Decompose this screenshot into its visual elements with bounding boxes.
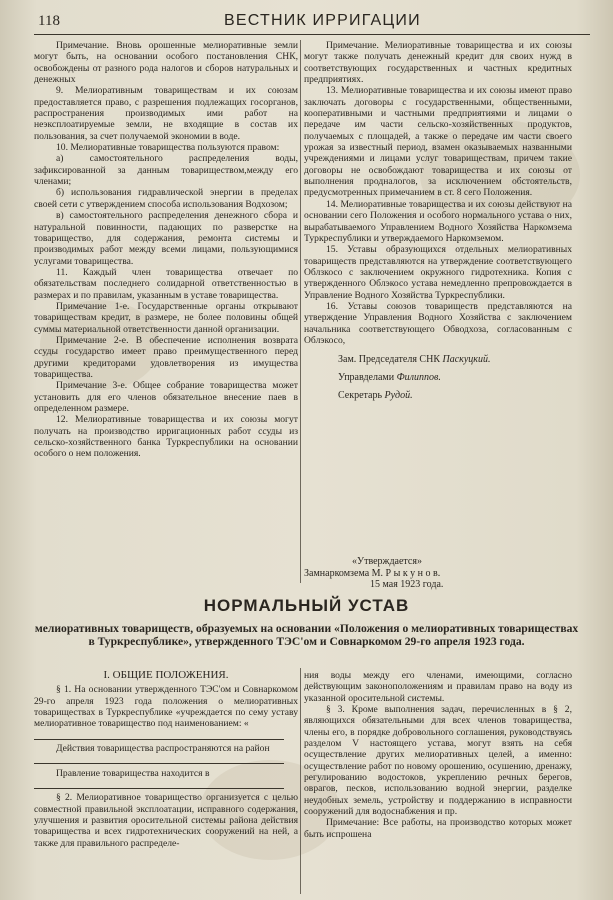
blank-line <box>34 739 284 740</box>
paragraph: 9. Мелиоративным товариществам и их союзам предоставляется право, с разрешения подлежащих госорганов, распространения производимых ими работ на неэксплоатируемые земли, не входящие в состав их пользования, за счет получаемой экономии в воде. <box>34 85 298 142</box>
paragraph: 12. Мелиоративные товарищества и их союзы могут получать на производство ирригационных работ ссуды из сельско-хозяйственного банка Туркреспублики на основании особого о нем положения. <box>34 414 298 460</box>
paragraph: Действия товарищества распространяются на район <box>56 743 270 755</box>
paragraph: 15. Уставы образующихся отдельных мелиоративных товариществ представляются на утверждение соответствующего Облзкосо с заключением окружного гидротехника. Копия с утвержденного Облэкосо устава немедленно препровождается в Управление Водного Хозяйства Туркреспублики. <box>304 244 572 301</box>
column-divider <box>300 668 301 894</box>
document-title: НОРМАЛЬНЫЙ УСТАВ <box>203 596 410 615</box>
signature-line <box>304 372 572 383</box>
blank-line <box>34 788 284 789</box>
left-column-top <box>34 40 298 460</box>
document-subtitle: мелиоративных товариществ, образуемых на основании «Положения о мелиоративных товариществах в Туркреспублике», утвержденного ТЭС'ом и Совнаркомом 29-го апреля 1923 года. <box>34 622 579 649</box>
right-column-bottom <box>304 670 572 840</box>
blank-line <box>34 763 284 764</box>
signature-name: Рудой. <box>384 390 413 402</box>
signature-role: Управделами <box>338 372 395 384</box>
paragraph: в) самостоятельного распределения денежного сбора и натуральной повинности, падающих по разверстке на товарищество, для содержания, ремонта системы и производимых работ между всеми лицами, пользующимися услугами товарищества. <box>34 210 298 267</box>
page-header <box>34 10 590 35</box>
signature-name: Филиппов. <box>396 372 441 384</box>
signature-role: Зам. Председателя СНК <box>338 354 440 366</box>
signature-role: Секретарь <box>338 390 383 402</box>
left-column-bottom <box>34 670 298 849</box>
page-number: 118 <box>38 13 60 29</box>
note-paragraph: Примечание. Мелиоративные товарищества и их союзы могут также получать денежный кредит для своих нужд в соответствующих государственных и частных кредитных предприятиях. <box>304 40 572 86</box>
paragraph: § 3. Кроме выполнения задач, перечисленных в § 2, являющихся обязательными для всех членов товарищества, члены его, в порядке добровольного соглашения, руководствуясь разделом V настоящего устава, могут взять на себя осуществление других мелиоративных целей, а именно: осуществление работ по новому орошению, осушению, дренажу, регулированию водостоков, укреплению речных берегов, оврагов, песков, использованию водной энергии, разделке неудобных земель, устройству и поддержанию в исправности сооружений для водоснабжения и пр. <box>304 704 572 818</box>
paragraph: ния воды между его членами, имеющими, согласно действующим законоположениям и правилам право на воду из указанной оросительной системы. <box>304 670 572 704</box>
paragraph: 13. Мелиоративные товарищества и их союзы имеют право заключать договоры с государственными, общественными, кооперативными и частными предприятиями и лицами о передаче им части сельско-хозяйственных продуктов, получаемых с площадей, а также о передаче им части своего урожая за известный период, взамен оказываемых названными учреждениями и лицами услуг товариществам, причем такие договоры не освобождают товарищества и их союзы от выполнения продналогов, за исключением обстоятельств, предусмотренных примечанием в ст. 8 сего Положения. <box>304 85 572 199</box>
signature-name: Паскуцкий. <box>442 354 491 366</box>
approval-date: 15 мая 1923 года. <box>370 579 444 590</box>
paragraph: б) использования гидравлической энергии в пределах своей сети с утверждением способа использования Водхозом; <box>34 187 298 210</box>
paragraph: Правление товарищества находится в <box>56 767 210 779</box>
paragraph: 11. Каждый член товарищества отвечает по обязательствам последнего солидарной ответственностью в размерах и по правилам, указанным в уставе товарищества. <box>34 266 298 301</box>
approval-line: «Утверждается» <box>352 556 422 567</box>
paragraph: § 1. На основании утвержденного ТЭС'ом и Совнаркомом 29-го апреля 1923 года положения о мелиоративных товариществах в Туркреспублике «учреждается по сему уставу мелиоративное товарищество под наименованием: « <box>34 684 298 730</box>
paragraph: а) самостоятельного распределения воды, зафиксированной за данным товариществом,между его членами; <box>34 153 298 188</box>
section-heading: I. ОБЩИЕ ПОЛОЖЕНИЯ. <box>103 669 229 681</box>
approval-block <box>304 556 572 591</box>
right-column-top <box>304 40 572 401</box>
signature-line <box>304 354 572 365</box>
note-paragraph: Примечание: Все работы, на производство которых может быть испрошена <box>304 817 572 840</box>
paragraph: 14. Мелиоративные товарищества и их союзы действуют на основании сего Положения и особого нормального устава о них, вырабатываемого Управлением Водного Хозяйства Наркомзема Туркреспублики и утверждаемого Наркомземом. <box>304 198 572 244</box>
paragraph: 16. Уставы союзов товариществ представляются на утверждение Управления Водного Хозяйства с заключением начальника соответствующего Обводхоза, согласованным с Облэкосо, <box>304 300 572 346</box>
note-paragraph: Примечание 2-е. В обеспечение исполнения возврата ссуды государство имеет право преимущественного перед другими кредиторами удовлетворения из имущества товарищества. <box>34 334 298 380</box>
paragraph: § 2. Мелиоративное товарищество организуется с целью совместной правильной эксплоатации, исправного содержания, улучшения и развития оросительной системы района действия товарищества и всех гидротехнических сооружений на ней, а также для правильного распределе- <box>34 792 298 849</box>
paragraph: 10. Мелиоративные товарищества пользуются правом: <box>56 142 280 154</box>
paragraph: Примечание. Вновь орошенные мелиоративные земли могут быть, на основании особого постановления СНК, освобождены от разного рода налогов и сборов натуральных и денежных <box>34 40 298 86</box>
journal-title: ВЕСТНИК ИРРИГАЦИИ <box>224 12 421 29</box>
column-divider <box>300 40 301 583</box>
note-paragraph: Примечание 1-е. Государственные органы открывают товариществам кредит, в размере, не более половины общей суммы материальной ответственности данной организации. <box>34 300 298 335</box>
note-paragraph: Примечание 3-е. Общее собрание товарищества может установить для его членов обязательное внесение паев в определенном размере. <box>34 380 298 414</box>
approval-line: Замнаркомзема М. Р ы к у н о в. <box>304 567 441 579</box>
signature-line <box>304 390 572 401</box>
